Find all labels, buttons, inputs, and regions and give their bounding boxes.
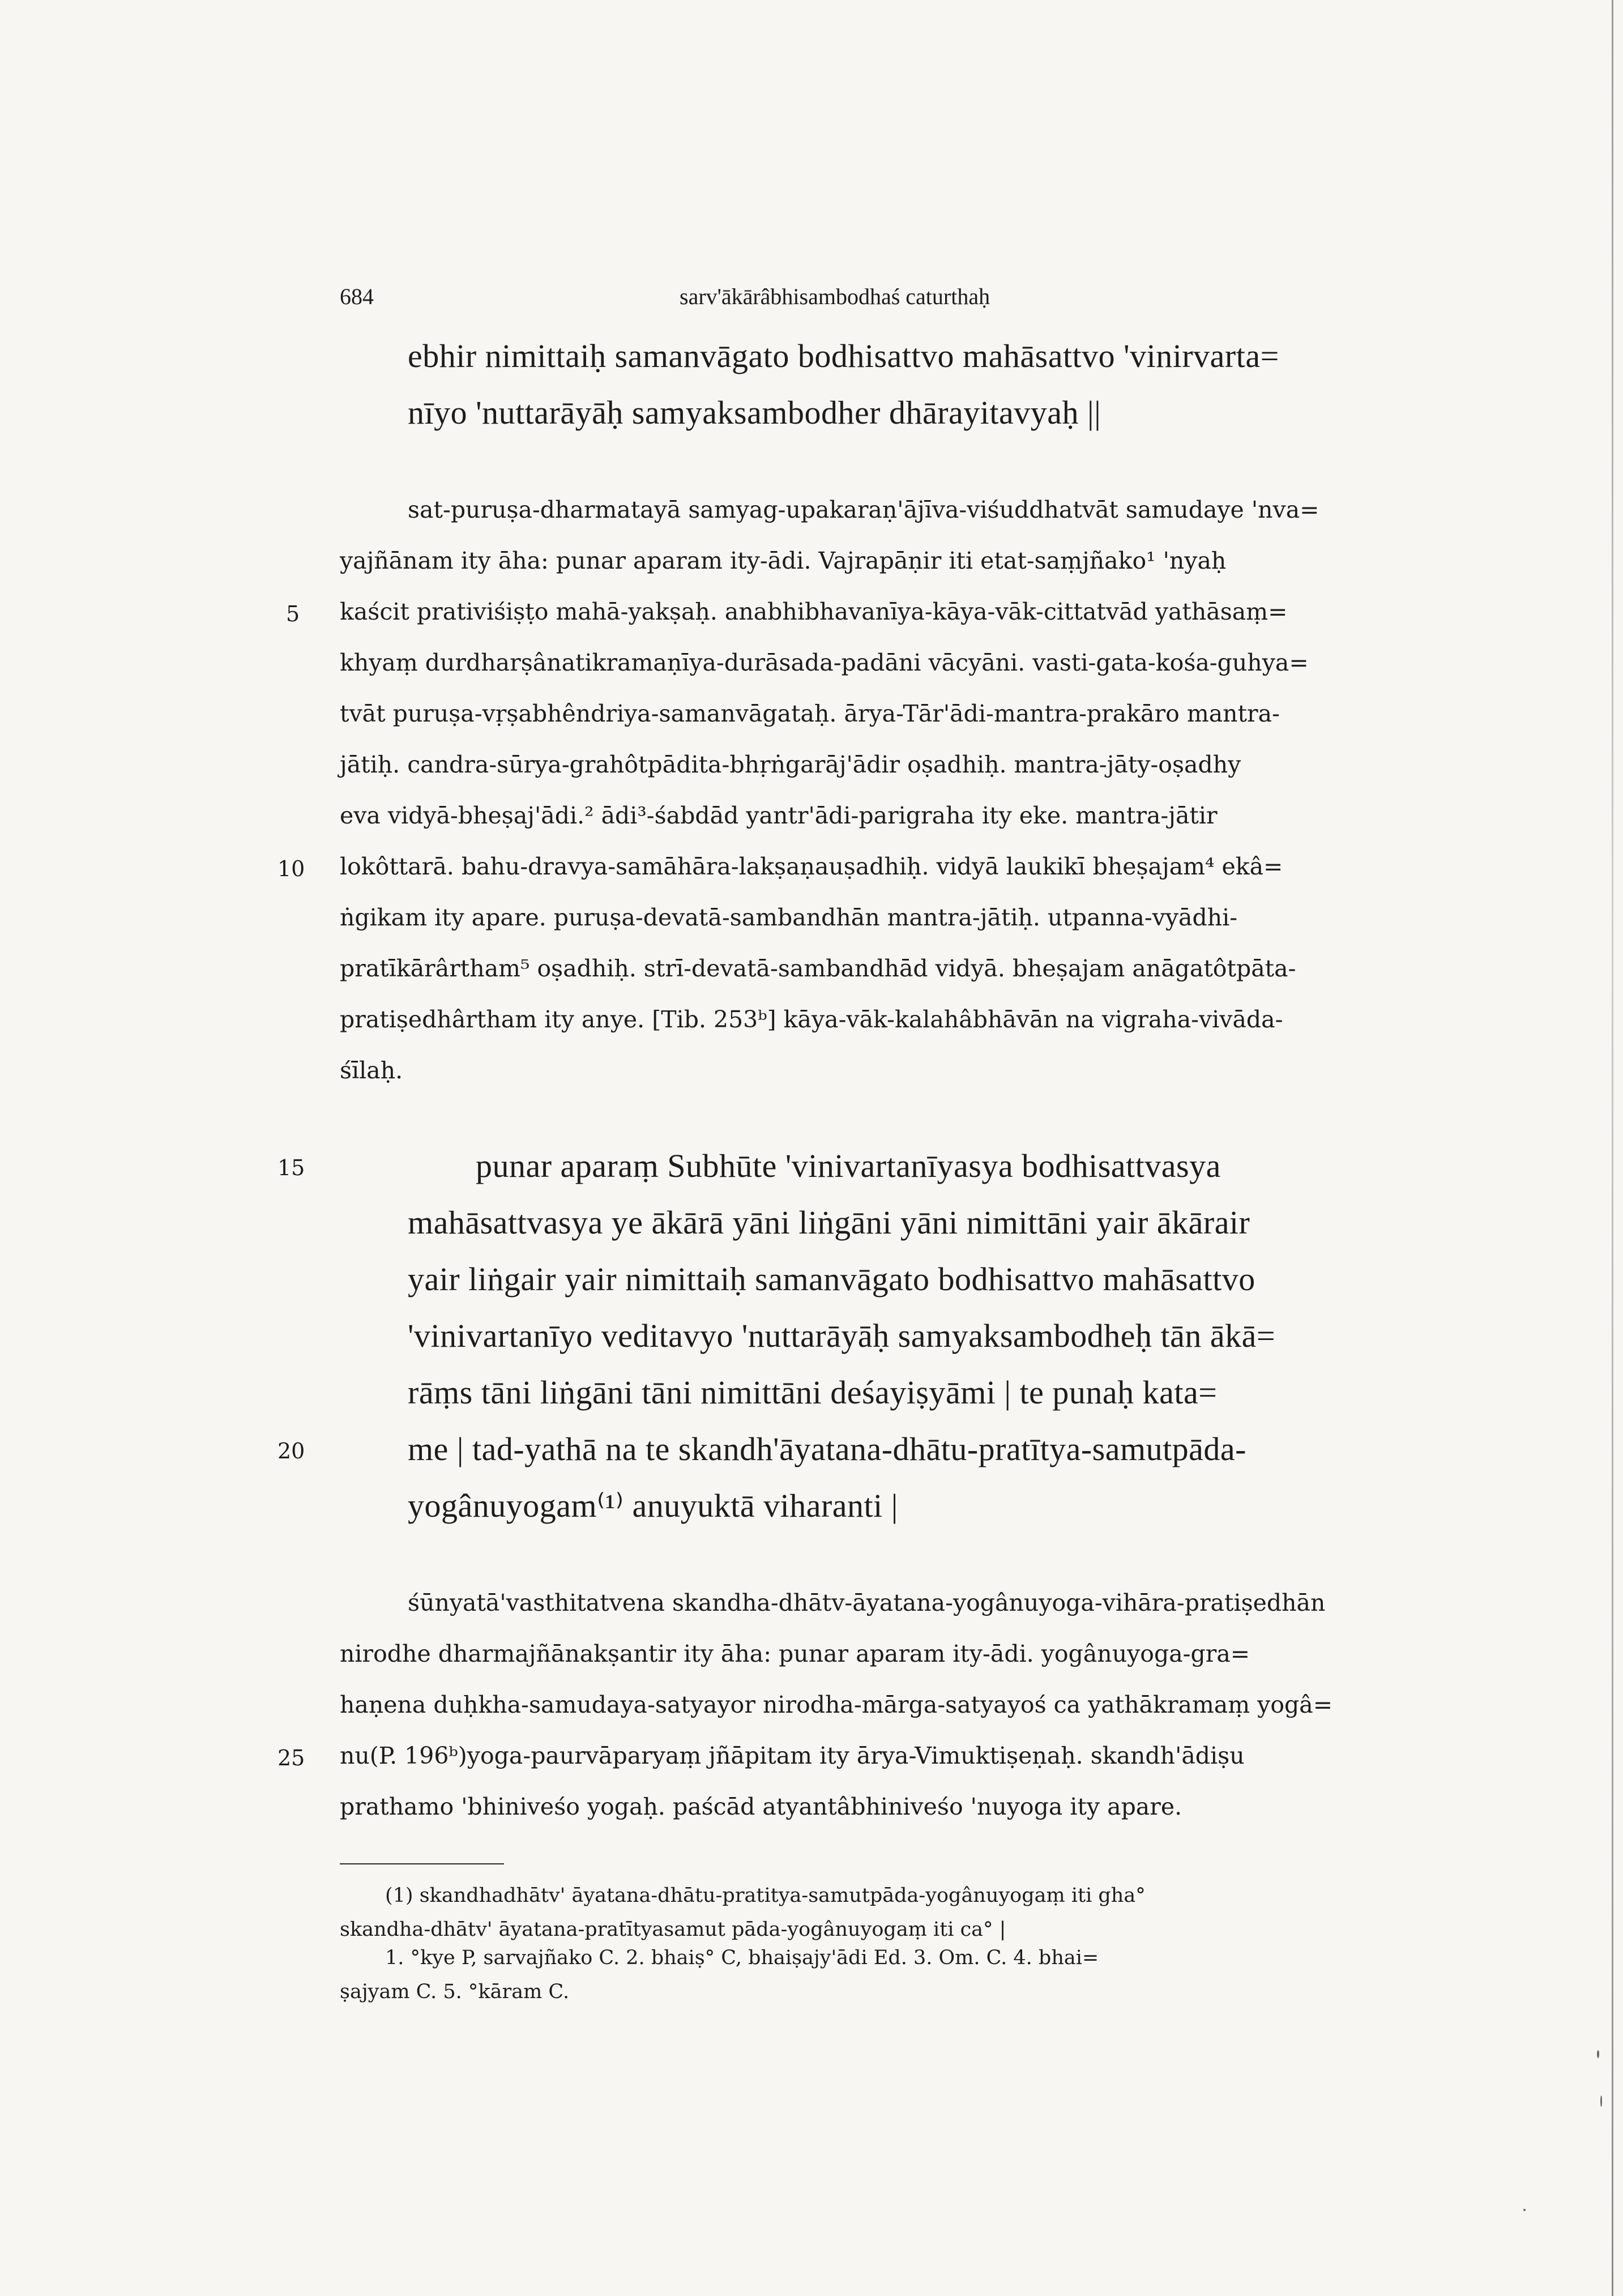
commentary-line: śīlaḥ.	[340, 1057, 403, 1084]
page-edge	[1612, 0, 1613, 2296]
scan-speck	[1597, 2050, 1599, 2058]
line-number: 25	[277, 1746, 305, 1770]
commentary-line: pratiṣedhârtham ity anye. [Tib. 253ᵇ] kāya-vāk-kalahâbhāvān na vigraha-vivāda-	[340, 1006, 1283, 1033]
commentary-line: lokôttarā. bahu-dravya-samāhāra-lakṣaṇauṣadhiḥ. vidyā laukikī bheṣajam⁴ ekâ=	[340, 853, 1283, 880]
commentary-line: nirodhe dharmajñānakṣantir ity āha: punar aparam ity-ādi. yogânuyoga-gra=	[340, 1640, 1250, 1667]
line-number: 20	[277, 1439, 305, 1463]
scan-speck	[1523, 2209, 1526, 2211]
line-number: 5	[286, 601, 300, 626]
commentary-line: nu(P. 196ᵇ)yoga-paurvāparyaṃ jñāpitam ity ārya-Vimuktiṣeṇaḥ. skandh'ādiṣu	[340, 1742, 1245, 1769]
commentary-line: śūnyatā'vasthitatvena skandha-dhātv-āyatana-yogânuyoga-vihāra-pratiṣedhān	[408, 1589, 1326, 1616]
footnote-line: (1) skandhadhātv' āyatana-dhātu-pratitya-samutpāda-yogânuyogaṃ iti gha°	[385, 1884, 1146, 1907]
footnote-line: 1. °kye P, sarvajñako C. 2. bhaiṣ° C, bhaiṣajy'ādi Ed. 3. Om. C. 4. bhai=	[385, 1947, 1099, 1969]
commentary-line: jātiḥ. candra-sūrya-grahôtpādita-bhṛṅgarāj'ādir oṣadhiḥ. mantra-jāty-oṣadhy	[340, 751, 1241, 778]
commentary-line: ṅgikam ity apare. puruṣa-devatā-sambandhān mantra-jātiḥ. utpanna-vyādhi-	[340, 904, 1238, 931]
page-number: 684	[340, 284, 374, 309]
footnote-line: skandha-dhātv' āyatana-pratītyasamut pāda-yogânuyogaṃ iti ca° |	[340, 1918, 1006, 1941]
running-header	[340, 283, 1404, 317]
commentary-line: sat-puruṣa-dharmatayā samyag-upakaraṇ'ājīva-viśuddhatvāt samudaye 'nva=	[408, 496, 1319, 523]
root-line: yogânuyogam⁽¹⁾ anuyuktā viharanti |	[408, 1487, 898, 1524]
commentary-line: pratīkārârtham⁵ oṣadhiḥ. strī-devatā-sambandhād vidyā. bheṣajam anāgatôtpāta-	[340, 955, 1296, 982]
commentary-line: kaścit prativiśiṣṭo mahā-yakṣaḥ. anabhibhavanīya-kāya-vāk-cittatvād yathāsaṃ=	[340, 598, 1288, 625]
root-line: rāṃs tāni liṅgāni tāni nimittāni deśayiṣyāmi | te punaḥ kata=	[408, 1374, 1218, 1411]
line-number: 15	[277, 1155, 305, 1180]
running-title: sarv'ākārâbhisambodhaś caturthaḥ	[680, 284, 990, 309]
commentary-line: eva vidyā-bheṣaj'ādi.² ādi³-śabdād yantr'ādi-parigraha ity eke. mantra-jātir	[340, 802, 1218, 829]
root-line: yair liṅgair yair nimittaiḥ samanvāgato bodhisattvo mahāsattvo	[408, 1261, 1255, 1298]
root-line: mahāsattvasya ye ākārā yāni liṅgāni yāni nimittāni yair ākārair	[408, 1204, 1250, 1241]
footnote-line: ṣajyam C. 5. °kāram C.	[340, 1981, 570, 2003]
commentary-line: haṇena duḥkha-samudaya-satyayor nirodha-mārga-satyayoś ca yathākramaṃ yogâ=	[340, 1691, 1333, 1718]
commentary-line: prathamo 'bhiniveśo yogaḥ. paścād atyantâbhiniveśo 'nuyoga ity apare.	[340, 1793, 1182, 1820]
root-line: punar aparaṃ Subhūte 'vinivartanīyasya bodhisattvasya	[476, 1147, 1221, 1184]
scan-speck	[1600, 2096, 1602, 2107]
commentary-line: khyaṃ durdharṣânatikramaṇīya-durāsada-padāni vācyāni. vasti-gata-kośa-guhya=	[340, 649, 1309, 676]
line-number: 10	[277, 856, 305, 881]
footnote-rule	[340, 1863, 504, 1864]
root-line: 'vinivartanīyo veditavyo 'nuttarāyāḥ samyaksambodheḥ tān ākā=	[408, 1317, 1276, 1354]
root-line: nīyo 'nuttarāyāḥ samyaksambodher dhārayitavyaḥ ||	[408, 394, 1101, 431]
commentary-line: yajñānam ity āha: punar aparam ity-ādi. Vajrapāṇir iti etat-saṃjñako¹ 'nyaḥ	[340, 547, 1227, 574]
root-line: me | tad-yathā na te skandh'āyatana-dhātu-pratītya-samutpāda-	[408, 1431, 1246, 1467]
commentary-line: tvāt puruṣa-vṛṣabhêndriya-samanvāgataḥ. ārya-Tār'ādi-mantra-prakāro mantra-	[340, 700, 1280, 727]
root-line: ebhir nimittaiḥ samanvāgato bodhisattvo mahāsattvo 'vinirvarta=	[408, 338, 1279, 374]
